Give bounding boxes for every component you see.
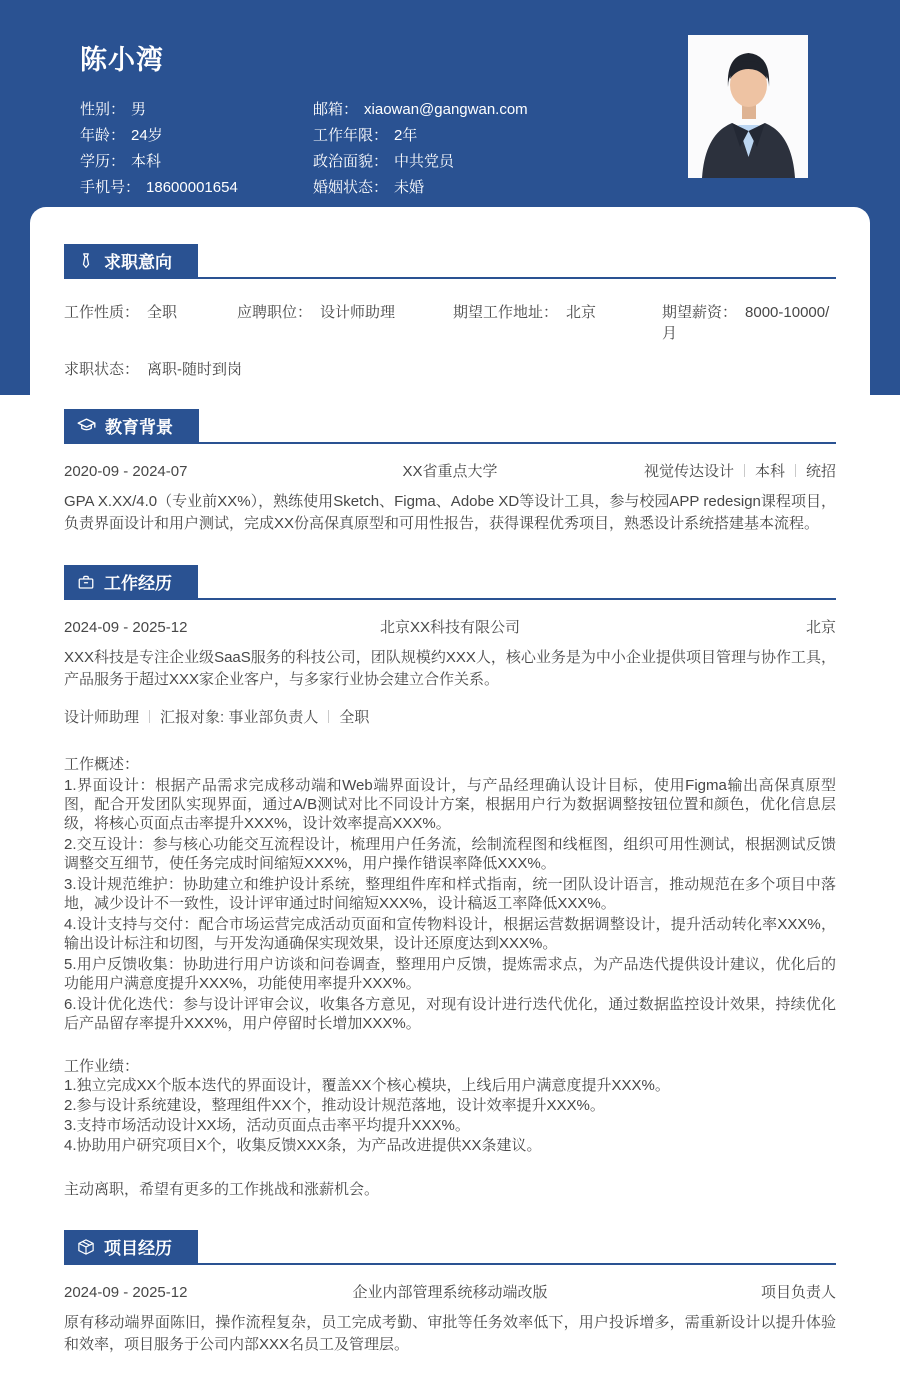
duty-item: 6.设计优化迭代：参与设计评审会议，收集各方意见，对现有设计进行迭代优化，通过数据监控设计效果，持续优化后产品留存率提升XXX%，用户停留时长增加XXX%。 — [64, 996, 836, 1032]
company-intro: XXX科技是专注企业级SaaS服务的科技公司，团队规模约XXX人，核心业务是为中小企业提供项目管理与协作工具，产品服务于超过XXX家企业客户，与多家行业协会建立合作关系。 — [64, 649, 836, 688]
field-experience-years: 工作年限： 2年 — [313, 127, 418, 144]
position-meta — [64, 706, 836, 727]
field-education: 学历： 本科 — [80, 153, 162, 170]
package-icon — [77, 1238, 95, 1256]
field-email: 邮箱： xiaowan@gangwan.com — [313, 101, 528, 118]
section-title: 工作经历 — [104, 574, 172, 593]
project-role: 项目负责人 — [761, 1284, 837, 1301]
candidate-name: 陈小湾 — [80, 45, 164, 75]
section-job-intent — [64, 244, 836, 379]
field-marital-status: 婚姻状态： 未婚 — [313, 179, 425, 196]
achievement-item: 2.参与设计系统建设，整理组件XX个，推动设计规范落地，设计效率提升XXX%。 — [64, 1097, 605, 1114]
section-work — [64, 565, 836, 1200]
section-project — [64, 1230, 836, 1356]
resume-card — [30, 207, 870, 1396]
graduation-cap-icon — [77, 416, 96, 435]
section-title-box — [64, 244, 198, 277]
achievement-item: 4.协助用户研究项目X个，收集反馈XXX条，为产品改进提供XX条建议。 — [64, 1137, 542, 1154]
employment-type: 全职 — [339, 709, 370, 726]
education-description: GPA X.XX/4.0（专业前XX%），熟练使用Sketch、Figma、Adobe XD等设计工具，参与校园APP redesign课程项目，负责界面设计和用户测试，完成XX份高保真原型和可用性报告，获得课程优秀项目，熟悉设计系统搭建基本流程。 — [64, 493, 836, 532]
intent-fields-row — [64, 301, 836, 343]
project-name: 企业内部管理系统移动端改版 — [352, 1284, 548, 1301]
work-achievements-label: 工作业绩： — [64, 1058, 140, 1075]
field-job-status: 求职状态： 离职-随时到岗 — [64, 361, 243, 378]
field-target-city: 期望工作地址： 北京 — [453, 304, 597, 321]
work-row — [64, 616, 836, 637]
work-location: 北京 — [806, 619, 837, 636]
duty-item: 4.设计支持与交付：配合市场运营完成活动页面和宣传物料设计，根据运营数据调整设计，提升活动转化率XXX%，输出设计标注和切图，与开发沟通确保实现效果，设计还原度达到XXX%。 — [64, 916, 836, 952]
section-title-box — [64, 565, 198, 598]
leave-reason: 主动离职，希望有更多的工作挑战和涨薪机会。 — [64, 1181, 380, 1198]
field-job-type: 工作性质： 全职 — [64, 304, 178, 321]
project-row — [64, 1281, 836, 1302]
section-title: 项目经历 — [104, 1239, 172, 1258]
duty-item: 5.用户反馈收集：协助进行用户访谈和问卷调查，整理用户反馈，提炼需求点，为产品迭代提供设计建议，优化后的功能用户满意度提升XXX%，功能使用率提升XXX%。 — [64, 956, 836, 992]
section-education — [64, 409, 836, 535]
project-description: 原有移动端界面陈旧，操作流程复杂，员工完成考勤、审批等任务效率低下，用户投诉增多，需重新设计以提升体验和效率，项目服务于公司内部XXX名员工及管理层。 — [64, 1314, 836, 1353]
section-title: 教育背景 — [105, 418, 173, 437]
briefcase-icon — [77, 573, 95, 591]
company-name: 北京XX科技有限公司 — [380, 619, 521, 636]
id-photo — [688, 35, 808, 178]
section-title-box — [64, 409, 199, 442]
duty-item: 2.交互设计：参与核心功能交互流程设计，梳理用户任务流，绘制流程图和线框图，组织可用性测试，根据测试反馈调整交互细节，使任务完成时间缩短XXX%，用户操作错误率降低XXX%。 — [64, 836, 836, 872]
project-period: 2024-09 - 2025-12 — [64, 1284, 188, 1301]
tie-icon — [77, 252, 95, 270]
education-period: 2020-09 - 2024-07 — [64, 463, 188, 480]
field-political-status: 政治面貌： 中共党员 — [313, 153, 455, 170]
section-title-box — [64, 1230, 198, 1263]
field-expected-salary: 期望薪资： 8000-10000/月 — [662, 304, 830, 342]
field-gender: 性别： 男 — [80, 101, 147, 118]
work-overview-label: 工作概述： — [64, 756, 140, 773]
school-name: XX省重点大学 — [402, 463, 498, 480]
section-title: 求职意向 — [104, 253, 172, 272]
report-to: 汇报对象: 事业部负责人 — [160, 709, 319, 726]
achievement-item: 3.支持市场活动设计XX场，活动页面点击率平均提升XXX%。 — [64, 1117, 470, 1134]
position-title: 设计师助理 — [64, 709, 140, 726]
education-meta: 视觉传达设计 本科 统招 — [643, 463, 837, 480]
field-age: 年龄： 24岁 — [80, 127, 163, 144]
achievement-item: 1.独立完成XX个版本迭代的界面设计，覆盖XX个核心模块，上线后用户满意度提升XXX%。 — [64, 1077, 670, 1094]
duty-item: 1.界面设计：根据产品需求完成移动端和Web端界面设计，与产品经理确认设计目标，使用Figma输出高保真原型图，配合开发团队实现界面，通过A/B测试对比不同设计方案，根据用户行为数据调整按钮位置和颜色，优化信息层级，将核心页面点击率提升XXX%，设计效率提高XXX%。 — [64, 777, 836, 832]
field-target-position: 应聘职位： 设计师助理 — [237, 304, 396, 321]
field-phone: 手机号： 18600001654 — [80, 179, 238, 196]
work-period: 2024-09 - 2025-12 — [64, 619, 188, 636]
duty-item: 3.设计规范维护：协助建立和维护设计系统，整理组件库和样式指南，统一团队设计语言，推动规范在多个项目中落地，减少设计不一致性，设计评审通过时间缩短XXX%，设计稿返工率降低XXX%。 — [64, 876, 836, 912]
avatar-illustration — [688, 35, 808, 178]
education-row — [64, 460, 836, 481]
